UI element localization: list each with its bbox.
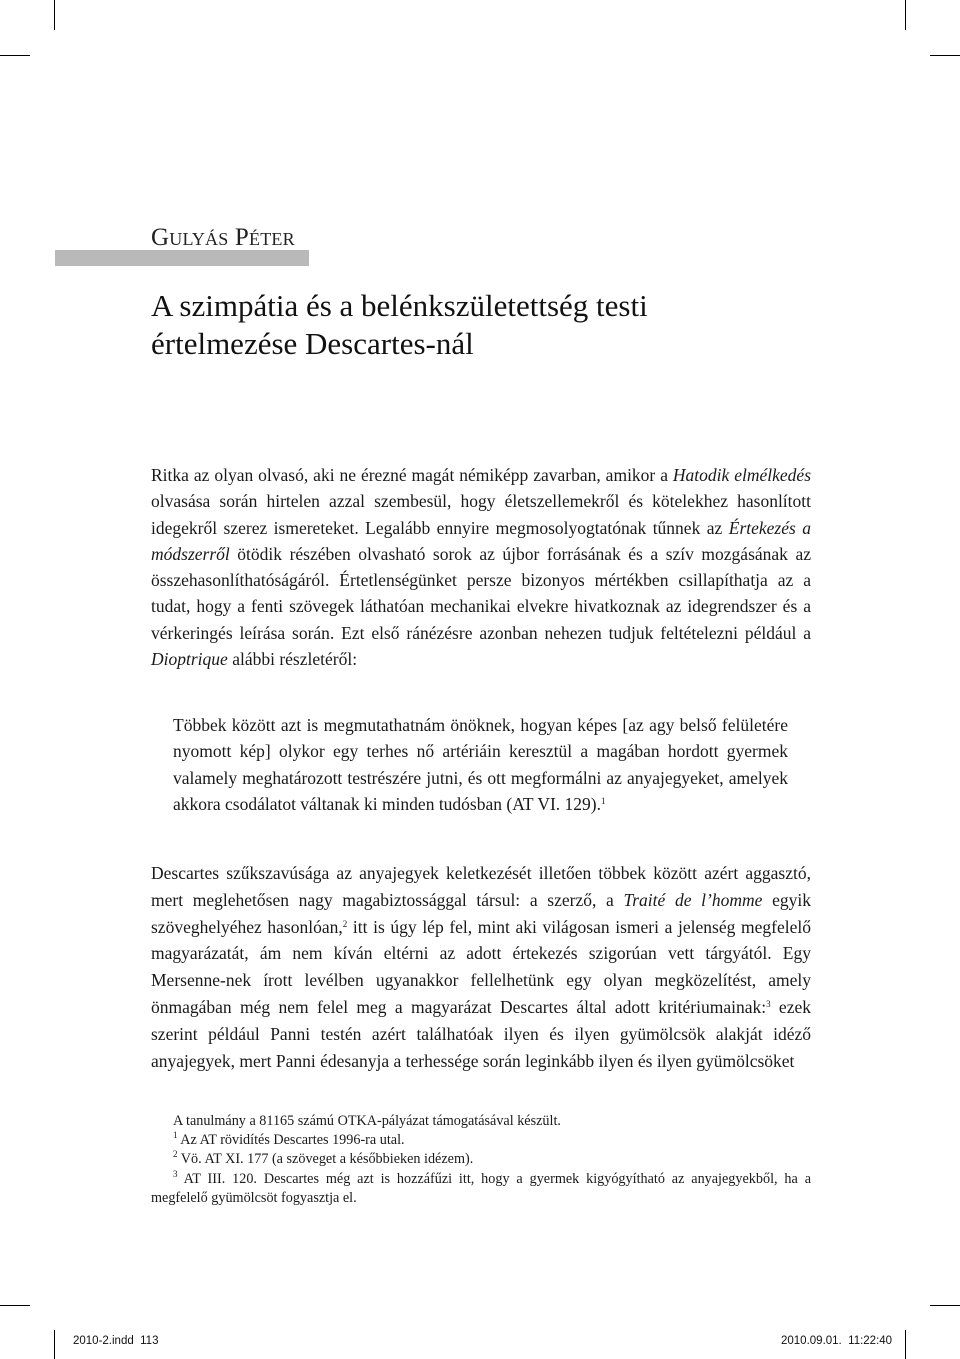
text-run: Descartes szűkszavúsága az anyajegyek keletkezését illetően többek között azért aggasztó, mert meglehetősen nagy magabiztossággal társul: a szerző, a	[151, 863, 811, 910]
footnote-number: 3	[173, 1168, 178, 1179]
crop-mark	[54, 0, 55, 30]
text-run: egyik szöveghelyéhez hasonlóan,	[151, 889, 811, 937]
text-run: alábbi részletéről:	[227, 649, 358, 670]
footnote-ref: 1	[601, 795, 606, 806]
slug-file-info	[73, 1335, 158, 1347]
footnote-text: Vö. AT XI. 177 (a szöveget a későbbieken idézem).	[177, 1151, 474, 1168]
author-highlight-bar	[55, 250, 309, 266]
slug-time: 11:22:40	[848, 1335, 893, 1347]
work-title-traite: Traité de l’homme	[623, 889, 763, 910]
crop-mark	[905, 1330, 906, 1359]
footnote-text: Az AT rövidítés Descartes 1996-ra utal.	[177, 1132, 405, 1149]
text-run: ezek szerint például Panni testén azért találhatóak ilyen és ilyen gyümölcsök alakját idéző anyajegyek, mert Panni édesanyja a terhessége során leginkább ilyen és ilyen gyümölcsöket	[151, 996, 811, 1071]
work-title-hatodik: Hatodik elmélkedés	[672, 465, 812, 485]
text-run: Ritka az olyan olvasó, aki ne érezné magát némiképp zavarban, amikor a	[151, 465, 673, 485]
article-title: A szimpátia és a belénkszületettség testi értelmezése Descartes-nál	[151, 288, 648, 361]
footnote-text: AT III. 120. Descartes még azt is hozzáfűzi itt, hogy a gyermek kigyógyítható az anyajegyekből, ha a megfelelő gyümölcsöt fogyasztja el.	[151, 1170, 811, 1206]
crop-mark	[905, 0, 906, 30]
footnote-3	[151, 1170, 811, 1208]
quote-text: Többek között azt is megmutathatnám önöknek, hogyan képes [az agy belső felületére nyomott kép] olykor egy terhes nő artériáin keresztül a magában hordott gyermek valamely meghatározott testrészére jutni, és ott megformálni az anyajegyeket, amelyek akkora csodálatot váltanak ki minden tudósban (AT VI. 129).	[173, 715, 788, 814]
slug-page-number: 113	[140, 1335, 159, 1347]
footnote-number: 2	[173, 1149, 178, 1160]
footnotes	[151, 1112, 811, 1208]
crop-mark	[930, 1305, 960, 1306]
footnote-acknowledgement	[151, 1112, 811, 1131]
slug-date: 2010.09.01.	[781, 1335, 842, 1347]
footnote-number: 1	[173, 1130, 178, 1141]
crop-mark	[0, 1305, 30, 1306]
text-run: itt is úgy lép fel, mint aki világosan ismeri a jelenség megfelelő magyarázatát, ám nem kíván eltérni az adott értekezés szigorúan vett tárgyától. Egy Mersenne-nek írott levélben ugyanakkor fellelhetünk egy olyan megközelítést, amely önmagában még nem felel meg a magyarázat Descartes által adott kritériumainak:	[151, 916, 811, 1017]
block-quote	[173, 712, 788, 817]
text-run: ötödik részében olvasható sorok az újbor forrásának és a szív mozgásának az összehasonlíthatóságáról. Értetlenségünket persze bizonyos mértékben csillapíthatja az a tudat, hogy a fenti szövegek láthatóan mechanikai elvekre hivatkoznak az idegrendszer és a vérkeringés leírása során. Ezt első ránézésre azonban nehezen tudjuk feltételezni például a	[151, 543, 811, 643]
footnote-text: A tanulmány a 81165 számú OTKA-pályázat támogatásával készült.	[173, 1113, 561, 1129]
text-run: olvasása során hirtelen azzal szembesül, hogy életszellemekről és kötelekhez hasonlított idegekről szerez ismereteket. Legalább ennyire megmosolyogtatónak tűnnek az	[151, 491, 811, 538]
body-paragraph-1	[151, 462, 811, 672]
body-paragraph-2	[151, 860, 811, 1074]
crop-mark	[0, 55, 30, 56]
footnote-2	[151, 1150, 811, 1169]
footnote-1	[151, 1131, 811, 1150]
footnote-ref: 3	[766, 998, 771, 1009]
crop-mark	[54, 1330, 55, 1359]
slug-timestamp	[781, 1335, 892, 1347]
author-name: Gulyás Péter	[151, 224, 295, 251]
slug-filename: 2010-2.indd	[73, 1335, 134, 1347]
work-title-dioptrique: Dioptrique	[151, 649, 228, 670]
footnote-ref: 2	[342, 918, 348, 929]
crop-mark	[930, 55, 960, 56]
work-title-ertekezes: Értekezés a módszerről	[151, 517, 811, 564]
